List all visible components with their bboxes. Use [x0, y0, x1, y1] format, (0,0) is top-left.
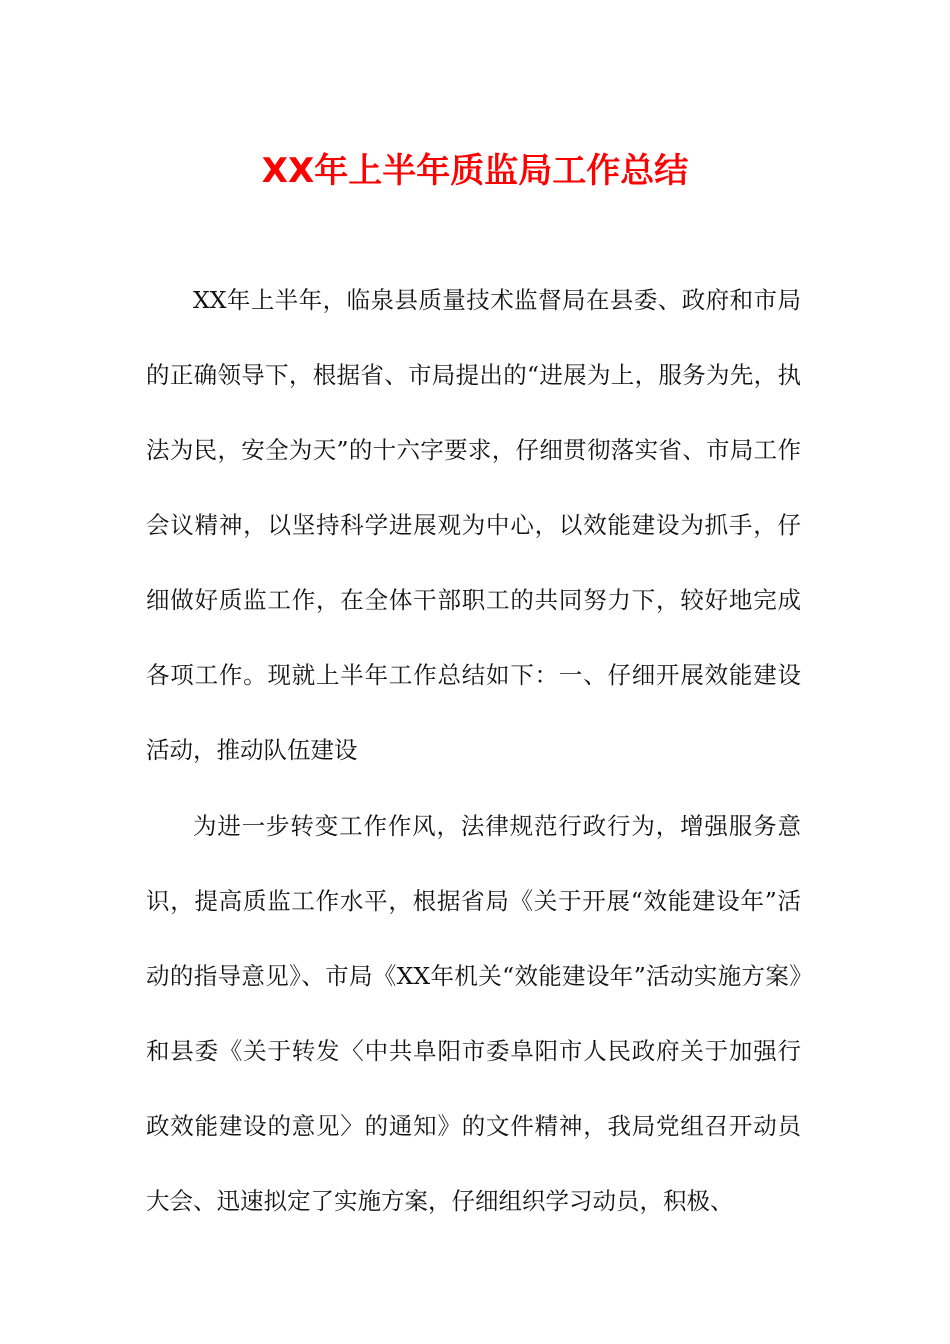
body-paragraph-container [146, 263, 801, 788]
body-paragraph-2: 为进一步转变工作作风，法律规范行政行为，增强服务意识，提高质监工作水平，根据省局《关于开展“效能建设年”活动的指导意见》、市局《XX年机关“效能建设年”活动实施方案》和县委《关于转发〈中共阜阳市委阜阳市人民政府关于加强行政效能建设的意见〉的通知》的文件精神，我局党组召开动员大会、迅速拟定了实施方案，仔细组织学习动员，积极、 [146, 812, 801, 1215]
body-paragraph-1: XX年上半年，临泉县质量技术监督局在县委、政府和市局的正确领导下，根据省、市局提出的“进展为上，服务为先，执法为民，安全为天”的十六字要求，仔细贯彻落实省、市局工作会议精神，以坚持科学进展观为中心，以效能建设为抓手，仔细做好质监工作，在全体干部职工的共同努力下，较好地完成各项工作。现就上半年工作总结如下：一、仔细开展效能建设活动，推动队伍建设 [146, 286, 801, 764]
document-title: XX年上半年质监局工作总结 [261, 151, 689, 191]
body-paragraph-container [146, 789, 801, 1239]
